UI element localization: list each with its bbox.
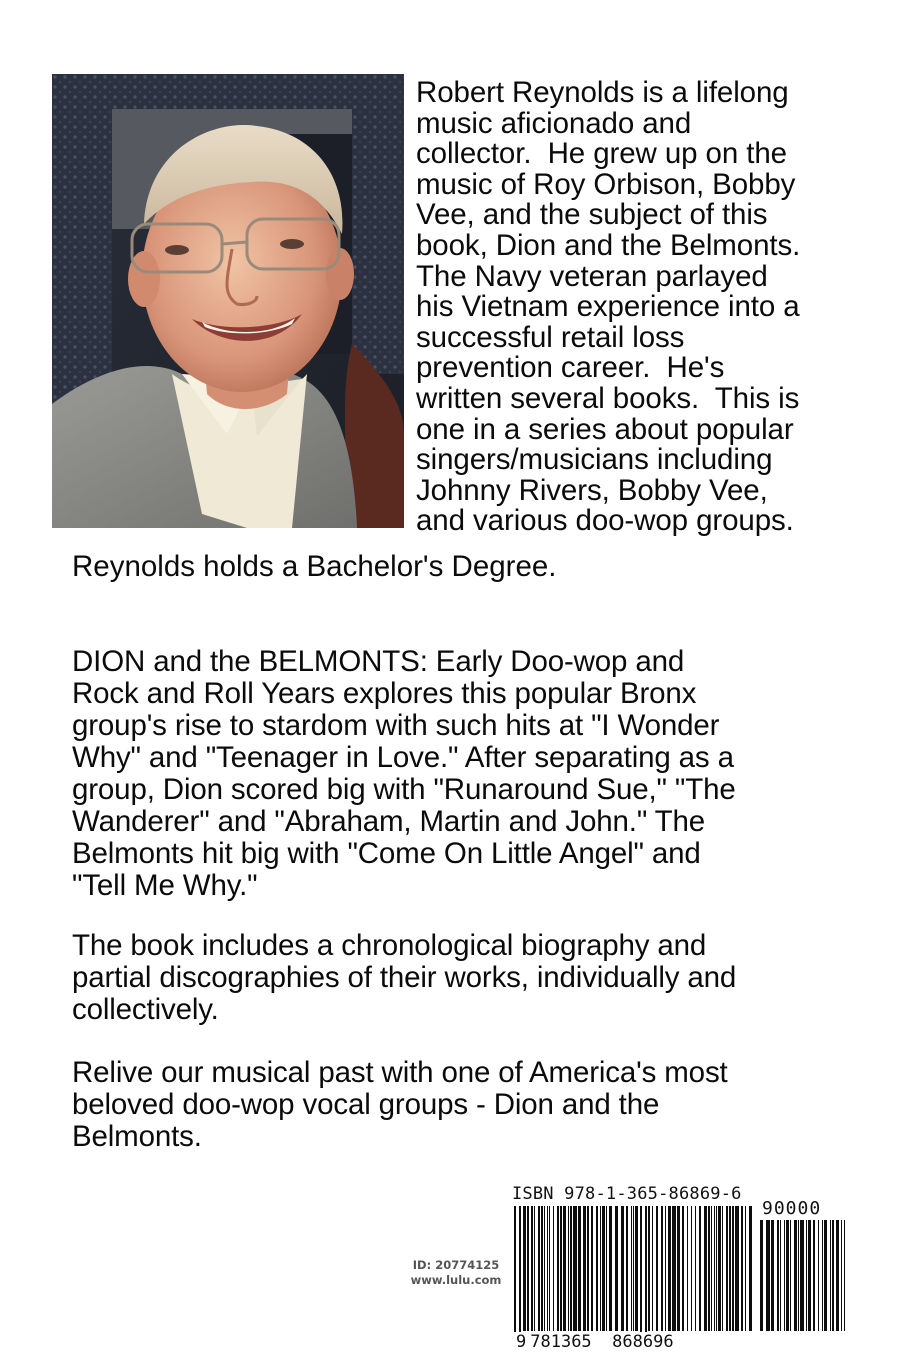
barcode-bar xyxy=(741,1206,743,1331)
description-line: Rock and Roll Years explores this popular Bronx xyxy=(72,677,697,710)
book-description xyxy=(72,646,832,902)
barcode-bar xyxy=(813,1220,815,1331)
barcode-bar xyxy=(568,1206,569,1331)
barcode-bar xyxy=(771,1220,774,1331)
barcode-bar xyxy=(665,1206,666,1331)
barcode-bar xyxy=(633,1206,634,1331)
barcode-bar xyxy=(745,1206,746,1331)
ean-right-group: 868696 xyxy=(612,1332,674,1352)
barcode-bar xyxy=(784,1220,785,1331)
publisher-website: www.lulu.com xyxy=(410,1273,502,1287)
barcode-bar xyxy=(531,1206,533,1331)
book-includes-paragraph xyxy=(72,930,832,1026)
description-line: Why" and "Teenager in Love." After separating as a xyxy=(72,741,734,774)
barcode-bar xyxy=(560,1206,562,1331)
barcode-bar xyxy=(704,1206,707,1331)
barcode-bar xyxy=(549,1206,550,1331)
barcode-bar xyxy=(563,1206,566,1331)
barcode-bar xyxy=(718,1206,721,1331)
barcode-bar xyxy=(626,1206,628,1331)
barcode-bar xyxy=(652,1206,653,1331)
includes-line: collectively. xyxy=(72,993,219,1026)
barcode-bar xyxy=(621,1206,624,1331)
barcode-bar xyxy=(541,1206,543,1331)
barcode-bar xyxy=(808,1220,811,1331)
relive-paragraph xyxy=(72,1057,832,1153)
barcode-bar xyxy=(691,1206,692,1331)
barcode-bar xyxy=(790,1220,791,1331)
bio-line: Vee, and the subject of this xyxy=(416,198,768,232)
barcode-bar xyxy=(726,1206,728,1331)
author-bio xyxy=(416,78,856,537)
isbn-barcode xyxy=(512,1206,757,1349)
publisher-id: ID: 20774125 xyxy=(412,1258,500,1272)
barcode-bar xyxy=(606,1206,607,1331)
barcode-bar xyxy=(587,1206,589,1331)
barcode-bar xyxy=(635,1206,638,1331)
author-portrait-image xyxy=(52,74,404,528)
barcode-bar xyxy=(602,1206,605,1331)
barcode-bar xyxy=(600,1206,601,1331)
author-degree-line: Reynolds holds a Bachelor's Degree. xyxy=(72,550,557,583)
bio-line: Robert Reynolds is a lifelong xyxy=(416,76,789,109)
bio-line: collector. He grew up on the xyxy=(416,137,787,171)
bio-line: successful retail loss xyxy=(416,320,685,354)
barcode-bar xyxy=(798,1220,799,1331)
barcode-digits xyxy=(514,1332,676,1352)
includes-line: The book includes a chronological biography and xyxy=(72,929,707,962)
bio-line: The Navy veteran parlayed xyxy=(416,259,768,293)
description-line: group, Dion scored big with "Runaround Sue," "The xyxy=(72,773,736,806)
author-photo xyxy=(52,74,404,528)
barcode-bar xyxy=(523,1206,526,1331)
addon-barcode xyxy=(758,1220,848,1349)
description-line: Belmonts hit big with "Come On Little Angel" and xyxy=(72,837,701,870)
barcode-bar xyxy=(553,1206,554,1331)
ean-left-group: 781365 xyxy=(530,1332,592,1352)
barcode-bar xyxy=(780,1220,781,1331)
barcode-bar xyxy=(760,1220,763,1331)
barcode-bar xyxy=(682,1206,684,1331)
barcode-bar xyxy=(822,1220,823,1331)
barcode-bar xyxy=(786,1220,789,1331)
barcode-bar xyxy=(527,1206,529,1331)
barcode-bar xyxy=(844,1220,845,1331)
barcode-bar xyxy=(578,1206,581,1331)
barcode-bar xyxy=(806,1220,807,1331)
barcode-bar xyxy=(677,1206,680,1331)
barcode-bar xyxy=(596,1206,598,1331)
barcode-bar xyxy=(794,1220,797,1331)
barcode-bar xyxy=(749,1206,752,1331)
bio-line: and various doo-wop groups. xyxy=(416,504,794,538)
barcode-bar xyxy=(841,1220,842,1331)
barcode-bar xyxy=(640,1206,642,1349)
bio-line: music aficionado and xyxy=(416,106,692,140)
barcode-bar xyxy=(538,1206,540,1331)
barcode-bar xyxy=(687,1206,688,1331)
description-line: "Tell Me Why." xyxy=(72,869,258,902)
barcode-bars xyxy=(512,1206,757,1349)
barcode-bar xyxy=(824,1220,827,1331)
bio-line: book, Dion and the Belmonts. xyxy=(416,228,801,262)
isbn-label: ISBN 978-1-365-86869-6 xyxy=(512,1184,742,1204)
barcode-addon-digits: 90000 xyxy=(762,1198,822,1219)
barcode-bar xyxy=(699,1206,701,1331)
barcode-bar xyxy=(766,1220,770,1331)
ean-lead-digit: 9 xyxy=(516,1332,527,1352)
addon-barcode-bars xyxy=(758,1220,848,1349)
barcode-bar xyxy=(519,1206,521,1349)
barcode-bar xyxy=(631,1206,632,1331)
barcode-bar xyxy=(591,1206,593,1331)
publisher-stamp xyxy=(386,1258,526,1288)
barcode-bar xyxy=(615,1206,618,1331)
bio-line: singers/musicians including xyxy=(416,443,773,477)
barcode-bar xyxy=(777,1220,779,1331)
bio-line: prevention career. He's xyxy=(416,351,725,385)
barcode-bar xyxy=(830,1220,831,1331)
barcode-bar xyxy=(544,1206,545,1331)
barcode-bar xyxy=(668,1206,671,1331)
barcode-bar xyxy=(583,1206,586,1331)
barcode-bar xyxy=(547,1206,548,1331)
barcode-bar xyxy=(514,1206,516,1349)
bio-line: Johnny Rivers, Bobby Vee, xyxy=(416,473,768,507)
barcode-bar xyxy=(557,1206,559,1331)
bio-line: written several books. This is xyxy=(416,381,800,415)
barcode-bar xyxy=(735,1206,739,1331)
barcode-bar xyxy=(609,1206,612,1331)
barcode-bar xyxy=(645,1206,647,1349)
barcode-bar xyxy=(648,1206,650,1331)
bio-line: one in a series about popular xyxy=(416,412,794,446)
barcode-bar xyxy=(708,1206,710,1331)
barcode-bar xyxy=(716,1206,717,1331)
barcode-bar xyxy=(534,1206,535,1331)
relive-line: beloved doo-wop vocal groups - Dion and the xyxy=(72,1088,660,1121)
barcode-bar xyxy=(832,1220,834,1331)
description-line: group's rise to stardom with such hits at "I Wonder xyxy=(72,709,720,742)
barcode-bar xyxy=(570,1206,572,1331)
barcode-bar xyxy=(672,1206,676,1331)
bio-line: his Vietnam experience into a xyxy=(416,290,800,324)
barcode-bar xyxy=(695,1206,696,1331)
includes-line: partial discographies of their works, individually and xyxy=(72,961,737,994)
barcode-bar xyxy=(729,1206,731,1331)
barcode-bar xyxy=(800,1220,804,1331)
barcode-bar xyxy=(661,1206,663,1331)
barcode-bar xyxy=(573,1206,577,1331)
description-line: DION and the BELMONTS: Early Doo-wop and xyxy=(72,645,685,678)
barcode-bar xyxy=(711,1206,712,1331)
relive-line: Belmonts. xyxy=(72,1120,202,1153)
barcode-bar xyxy=(722,1206,723,1331)
barcode-bar xyxy=(836,1220,839,1331)
description-line: Wanderer" and "Abraham, Martin and John." The xyxy=(72,805,706,838)
barcode-bar xyxy=(714,1206,715,1331)
barcode-bar xyxy=(818,1220,819,1331)
relive-line: Relive our musical past with one of America's most xyxy=(72,1056,728,1089)
barcode-bar xyxy=(732,1206,734,1331)
bio-line: music of Roy Orbison, Bobby xyxy=(416,167,796,201)
barcode-bar xyxy=(656,1206,658,1331)
